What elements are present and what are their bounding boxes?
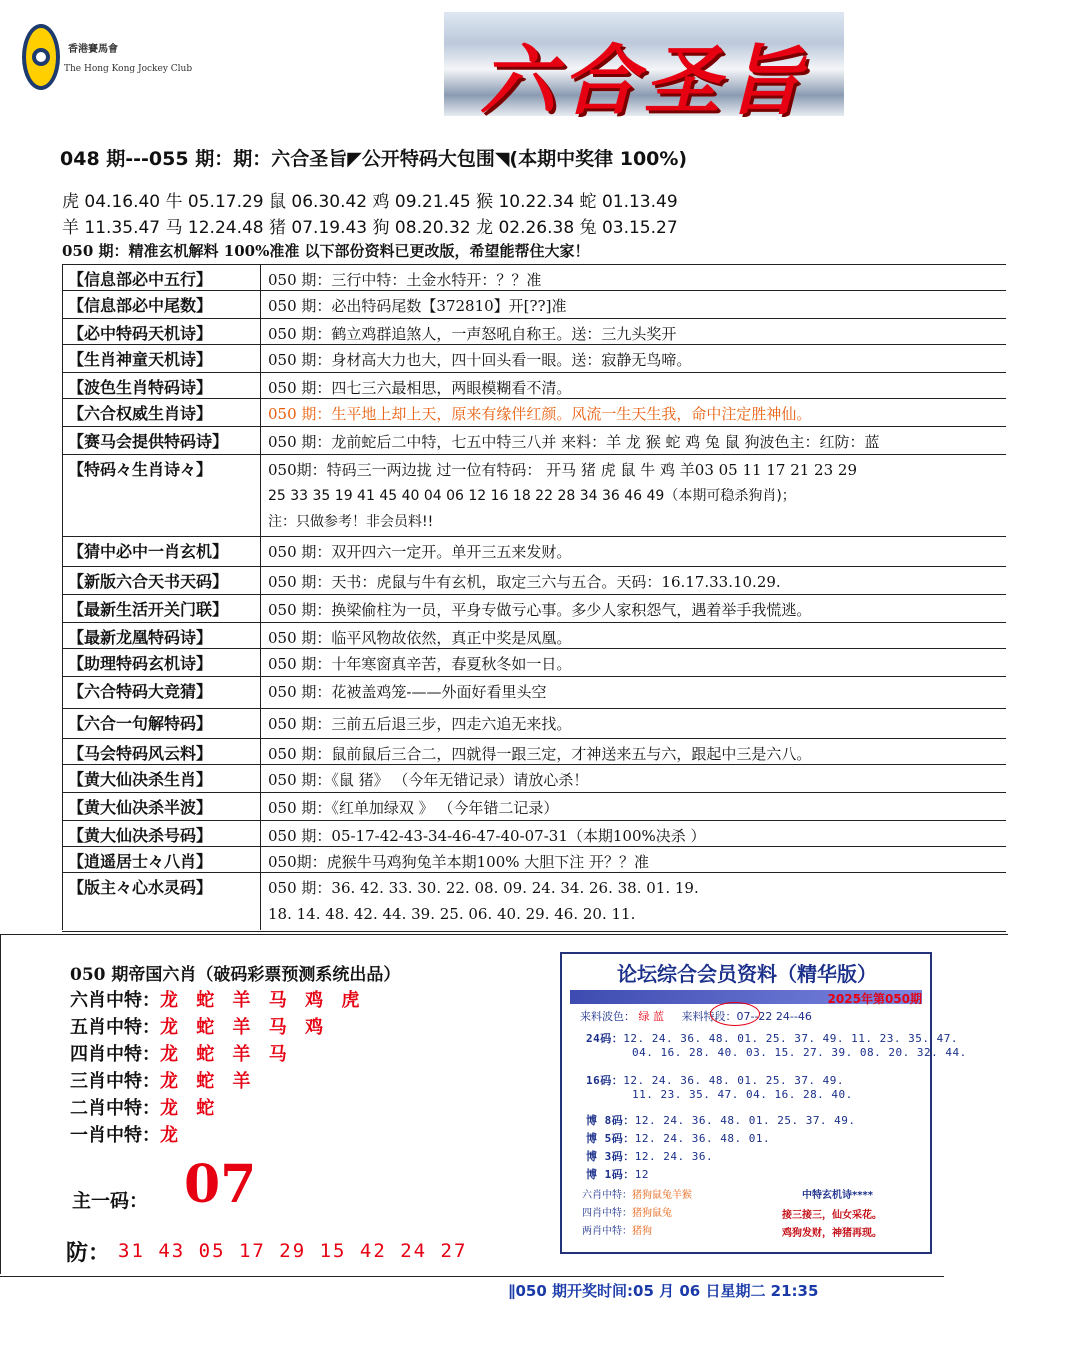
table-row [62,676,1006,709]
zodiac-number-row: 羊 11.35.47 马 12.24.48 猪 07.19.43 狗 08.20.32 龙 02.26.38 兔 03.15.27 [62,218,678,238]
card-code-key: 博 3码： [586,1150,635,1163]
main-number: 07 [184,1154,257,1215]
logo-cn-text: 香港賽馬會 [68,44,118,55]
card-footer-value: 猪狗鼠兔 [632,1208,672,1219]
card-code-key: 24码： [586,1032,624,1045]
row-label: 【最新龙凰特码诗】 [68,628,213,647]
row-content [268,347,1002,373]
row-content-line: 050 期：身材高大力也大，四十回头看一眼。送：寂静无鸟啼。 [268,351,692,369]
table-row [62,738,1006,765]
table-row [62,872,1006,932]
row-content-line: 050 期：生平地上却上天，原来有缘伴红颜。风流一生天生我，命中注定胜神仙。 [268,405,812,423]
row-label: 【助理特码玄机诗】 [68,654,213,673]
six-zodiac-value: 龙 [160,1125,184,1146]
row-content-line: 050期：特码三一两边拢 过一位有特码： 开马 猪 虎 鼠 牛 鸡 羊03 05 11 17 21 23 29 [268,461,857,479]
six-zodiac-line [70,986,365,1012]
row-content-line: 050 期：双开四六一定开。单开三五来发财。 [268,543,572,561]
table-row [62,708,1006,739]
six-zodiac-label: 六肖中特： [70,990,160,1011]
row-label: 【信息部必中尾数】 [68,296,213,315]
row-content-line: 050 期：十年寒窗真辛苦，春夏秋冬如一日。 [268,655,572,673]
row-content-line: 注：只做参考！非会员料!! [268,514,434,530]
six-zodiac-label: 五肖中特： [70,1017,160,1038]
card-title: 论坛综合会员资料（精华版） [617,962,877,986]
card-footer-line [582,1222,652,1237]
row-content [268,651,1002,677]
row-label: 【黄大仙决杀半波】 [68,798,213,817]
table-row [62,648,1006,677]
card-code-line [586,1088,853,1101]
card-footer-line [582,1204,672,1219]
card-footer-label: 四肖中特： [582,1208,632,1219]
table-row [62,264,1006,291]
row-content-line: 050 期：临平风物故依然，真正中奖是凤凰。 [268,629,572,647]
table-row [62,566,1006,595]
row-content [268,679,1002,705]
six-zodiac-value: 龙 蛇 羊 马 [160,1044,293,1065]
row-content [268,429,1002,455]
row-content [268,401,1002,427]
table-row [62,594,1006,623]
main-number-label: 主一码： [72,1190,149,1212]
table-row [62,454,1006,537]
row-content [268,767,1002,793]
card-poem-title: 中特玄机诗**** [802,1190,873,1201]
row-label: 【逍遥居士々八肖】 [68,852,213,871]
card-code-values: 11. 23. 35. 47. 04. 16. 28. 40. [632,1088,853,1101]
card-footer-label: 两肖中特： [582,1226,632,1237]
table-row [62,426,1006,455]
hkjc-logo [22,24,193,96]
card-footer [582,1186,914,1248]
divider [0,934,1008,935]
card-code-line [586,1072,844,1088]
row-label: 【版主々心水灵码】 [68,878,213,897]
row-content-line: 050 期：四七三六最相思，两眼模糊看不清。 [268,379,572,397]
row-content-line: 25 33 35 19 41 45 40 04 06 12 16 18 22 28 34 36 46 49（本期可稳杀狗肖)； [268,488,796,504]
row-content-line: 050 期：三前五后退三步，四走六追无来找。 [268,715,572,733]
table-row [62,792,1006,821]
wave-label: 来料波色： [580,1010,635,1023]
row-content-line: 050 期：换梁偷柱为一员，平身专做亏心事。多少人家积怨气，遇着举手我慌逃。 [268,601,812,619]
row-label: 【新版六合天书天码】 [68,572,229,591]
card-code-key: 16码： [586,1074,624,1087]
row-content-line: 050 期：龙前蛇后二中特，七五中特三八并 来料：羊 龙 猴 蛇 鸡 兔 鼠 狗波色主：红防：蓝 [268,433,880,451]
defense-numbers: 31 43 05 17 29 15 42 24 27 [118,1240,468,1262]
six-zodiac-line [70,1094,220,1120]
card-poem-line: 鸡狗发财，神猪再现。 [782,1228,882,1239]
row-content-line: 050 期：天书：虎鼠与牛有玄机，取定三六与五合。天码：16.17.33.10.29. [268,573,781,591]
card-code-values: 04. 16. 28. 40. 03. 15. 27. 39. 08. 20. 32. 44. [632,1046,967,1059]
row-label: 【六合特码大竞猜】 [68,682,213,701]
row-content-line: 050 期：05-17-42-43-34-46-47-40-07-31（本期100%决杀 ） [268,827,706,845]
card-issue: 2025年第050期 [827,992,922,1006]
title-banner [444,12,844,125]
table-row [62,764,1006,793]
row-content-line: 050 期：三行中特：土金水特开：？？准 [268,271,542,289]
row-label: 【必中特码天机诗】 [68,324,213,343]
card-code-values: 12. 24. 36. 48. 01. 25. 37. 49. [623,1074,845,1087]
card-wave-line [580,1008,812,1024]
six-zodiac-value: 龙 蛇 羊 [160,1071,257,1092]
card-code-key: 博 5码： [586,1132,635,1145]
row-content-line: 050期：虎猴牛马鸡狗兔羊本期100% 大胆下注 开？？准 [268,853,650,871]
six-zodiac-label: 三肖中特： [70,1071,160,1092]
card-code-values: 12 [634,1168,649,1181]
six-zodiac-label: 二肖中特： [70,1098,160,1119]
table-row [62,372,1006,399]
card-code-key: 博 8码： [586,1114,635,1127]
row-label: 【黄大仙决杀生肖】 [68,770,213,789]
circle-mark [710,1002,760,1026]
zodiac-number-row: 虎 04.16.40 牛 05.17.29 鼠 06.30.42 鸡 09.21.45 猴 10.22.34 蛇 01.13.49 [62,192,678,212]
card-footer-label: 六肖中特： [582,1190,632,1201]
card-code-line [586,1148,713,1164]
row-content-line: 050 期：必出特码尾数【372810】开[??]准 [268,297,567,315]
banner-title: 六合圣旨 [480,36,808,125]
row-label: 【六合一句解特码】 [68,714,213,733]
row-label: 【信息部必中五行】 [68,270,213,289]
notice-line: 050 期：精准玄机解料 100%准准 以下部份资料已更改版，希望能帮住大家！ [62,242,590,260]
six-zodiac-line [70,1040,293,1066]
jockey-club-emblem-icon [22,24,60,90]
row-content-line: 18. 14. 48. 42. 44. 39. 25. 06. 40. 29. 46. 20. 11. [268,905,636,923]
row-label: 【黄大仙决杀号码】 [68,826,213,845]
table-row [62,290,1006,319]
defense-label: 防： [66,1240,111,1266]
row-label: 【最新生活开关门联】 [68,600,229,619]
table-row [62,846,1006,873]
card-code-line [586,1046,967,1059]
row-content [268,795,1002,821]
row-content-line: 050 期：花被盖鸡笼-——外面好看里头空 [268,683,547,701]
draw-time: ∥050 期开奖时间:05 月 06 日星期二 21:35 [508,1282,819,1300]
row-content-line: 050 期：36. 42. 33. 30. 22. 08. 09. 24. 34. 26. 38. 01. 19. [268,879,699,897]
card-code-values: 12. 24. 36. [634,1150,714,1163]
card-code-values: 12. 24. 36. 48. 01. [634,1132,771,1145]
row-label: 【六合权威生肖诗】 [68,404,213,423]
row-content-line: 050 期：《鼠 猪》 （今年无错记录）请放心杀！ [268,771,589,789]
row-label: 【生肖神童天机诗】 [68,350,213,369]
row-content [268,875,1002,927]
six-zodiac-label: 四肖中特： [70,1044,160,1065]
table-row [62,536,1006,567]
row-content [268,711,1002,737]
six-zodiac-value: 龙 蛇 羊 马 鸡 [160,1017,330,1038]
logo-en-text: The Hong Kong Jockey Club [64,64,193,74]
table-row [62,344,1006,373]
six-zodiac-line [70,1067,257,1093]
forum-member-card [560,952,967,1254]
card-poem-line: 接三接三，仙女采花。 [782,1210,882,1221]
special-label: 来料特段：07--22 24--46 [681,1010,812,1023]
card-code-line [586,1112,856,1128]
divider [0,1276,944,1277]
row-label: 【赛马会提供特码诗】 [68,432,229,451]
six-zodiac-line [70,1013,329,1039]
card-footer-value: 猪狗鼠兔羊猴 [632,1190,692,1201]
card-code-key: 博 1码： [586,1168,635,1181]
six-zodiac-label: 一肖中特： [70,1125,160,1146]
page-headline: 048 期---055 期：期：六合圣旨◤公开特码大包围◥(本期中奖律 100%) [60,148,688,170]
table-row [62,318,1006,345]
six-zodiac-value: 龙 蛇 [160,1098,221,1119]
six-zodiac-title: 050 期帝国六肖（破码彩票预测系统出品） [70,965,401,985]
row-content-line: 050 期：《红单加绿双 》 （今年错二记录） [268,799,559,817]
divider [0,934,1,1274]
card-code-values: 12. 24. 36. 48. 01. 25. 37. 49. 11. 23. 35. 47. [623,1032,959,1045]
card-code-values: 12. 24. 36. 48. 01. 25. 37. 49. [634,1114,856,1127]
table-row [62,820,1006,847]
row-label: 【波色生肖特码诗】 [68,378,213,397]
row-content [268,569,1002,595]
row-content [268,597,1002,623]
six-zodiac-value: 龙 蛇 羊 马 鸡 虎 [160,990,366,1011]
row-label: 【猜中必中一肖玄机】 [68,542,229,561]
row-content [268,293,1002,319]
row-label: 【马会特码风云料】 [68,744,213,763]
table-row [62,622,1006,649]
row-content [268,457,1002,535]
card-code-line [586,1030,958,1046]
row-content-line: 050 期：鹤立鸡群追煞人，一声怒吼自称王。送：三九头奖开 [268,325,677,343]
row-label: 【特码々生肖诗々】 [68,460,213,479]
card-footer-line [582,1186,692,1201]
table-row [62,398,1006,427]
row-content-line: 050 期：鼠前鼠后三合二，四就得一跟三定，才神送来五与六，跟起中三是六八。 [268,745,812,763]
card-footer-value: 猪狗 [632,1226,652,1237]
card-code-line [586,1166,649,1182]
info-table [62,264,1006,930]
six-zodiac-line [70,1121,184,1147]
card-code-line [586,1130,770,1146]
wave-values: 绿 蓝 [638,1010,664,1023]
row-content [268,539,1002,565]
